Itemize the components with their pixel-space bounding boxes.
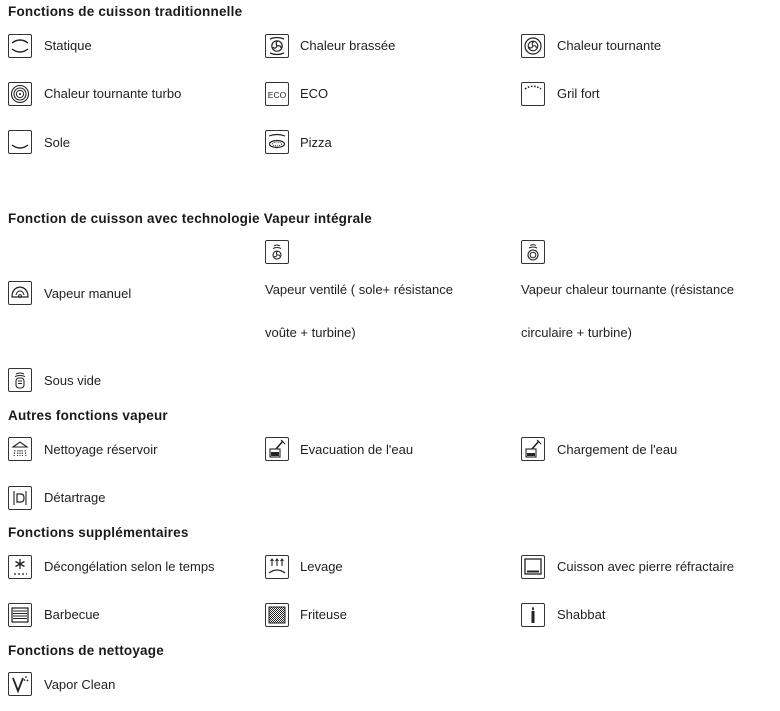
steam-convection-icon xyxy=(521,240,545,264)
item-label: Levage xyxy=(300,559,343,574)
manual-steam-icon xyxy=(8,281,32,305)
item-label: Nettoyage réservoir xyxy=(44,442,158,457)
tank-cleaning-icon xyxy=(8,437,32,461)
section-title-other-steam: Autres fonctions vapeur xyxy=(8,408,168,423)
section-title-steam: Fonction de cuisson avec technologie Vapeur intégrale xyxy=(8,211,372,226)
item-label: ECO xyxy=(300,86,329,101)
fryer-icon xyxy=(265,603,289,627)
steam-fan-icon xyxy=(265,240,289,264)
water-load-icon xyxy=(521,437,545,461)
grill-icon xyxy=(521,82,545,106)
item-label-line1: Vapeur ventilé ( sole+ résistance xyxy=(265,282,453,297)
item-label: Sous vide xyxy=(44,373,102,388)
pizza-icon xyxy=(265,130,289,154)
item-label: Détartrage xyxy=(44,490,106,505)
item-label-line1: Vapeur chaleur tournante (résistance xyxy=(521,282,734,297)
item-label: Gril fort xyxy=(557,86,600,101)
item-label: Chaleur tournante turbo xyxy=(44,86,182,101)
eco-icon-text: ECO xyxy=(267,90,287,100)
convection-icon xyxy=(521,34,545,58)
item-label-line2: circulaire + turbine) xyxy=(521,325,632,340)
section-title-additional: Fonctions supplémentaires xyxy=(8,525,189,540)
item-label: Cuisson avec pierre réfractaire xyxy=(557,559,735,574)
item-label: Pizza xyxy=(300,135,332,150)
item-label: Sole xyxy=(44,135,71,150)
descaling-icon xyxy=(8,486,32,510)
item-label: Chaleur tournante xyxy=(557,38,662,53)
section-title-cleaning: Fonctions de nettoyage xyxy=(8,643,164,658)
static-heat-icon xyxy=(8,34,32,58)
item-label: Décongélation selon le temps xyxy=(44,559,215,574)
barbecue-icon xyxy=(8,603,32,627)
item-label: Vapor Clean xyxy=(44,677,116,692)
pizza-stone-icon xyxy=(521,555,545,579)
item-label-line2: voûte + turbine) xyxy=(265,325,356,340)
water-drain-icon xyxy=(265,437,289,461)
item-label: Chargement de l'eau xyxy=(557,442,678,457)
defrost-icon xyxy=(8,555,32,579)
item-label: Evacuation de l'eau xyxy=(300,442,414,457)
section-title-traditional: Fonctions de cuisson traditionnelle xyxy=(8,4,243,19)
proving-icon xyxy=(265,555,289,579)
sous-vide-icon xyxy=(8,368,32,392)
item-label: Friteuse xyxy=(300,607,347,622)
eco-icon xyxy=(265,82,289,106)
item-label: Vapeur manuel xyxy=(44,286,132,301)
item-label: Statique xyxy=(44,38,92,53)
shabbat-icon xyxy=(521,603,545,627)
fan-heat-icon xyxy=(265,34,289,58)
vapor-clean-icon xyxy=(8,672,32,696)
turbo-convection-icon xyxy=(8,82,32,106)
bottom-heat-icon xyxy=(8,130,32,154)
item-label: Chaleur brassée xyxy=(300,38,396,53)
item-label: Barbecue xyxy=(44,607,100,622)
item-label: Shabbat xyxy=(557,607,606,622)
